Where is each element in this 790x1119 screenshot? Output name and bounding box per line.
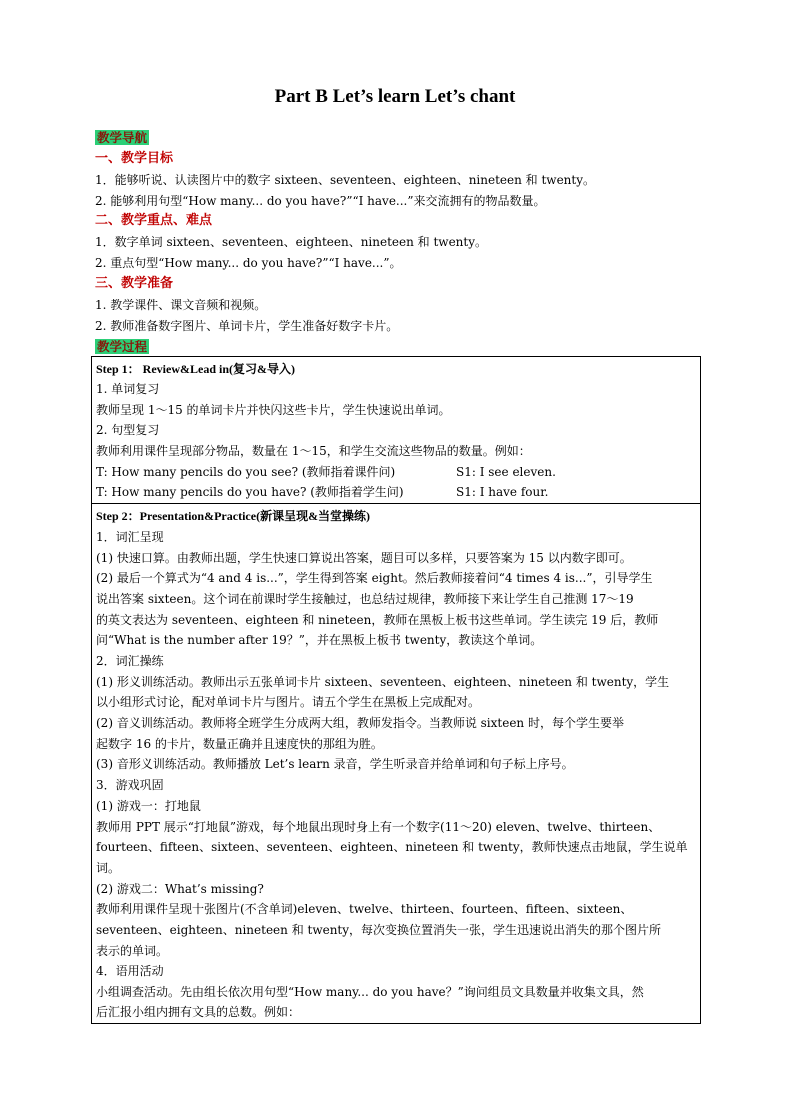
teaching-process-label: 教学过程 — [97, 339, 148, 354]
step2-line: (2) 音义训练活动。教师将全班学生分成两大组，教师发指令。当教师说 sixteen 时，每个学生要举 — [96, 716, 624, 730]
guide-label-row — [95, 130, 149, 146]
key-point-item: 2. 重点句型“How many... do you have?”“I have...”。 — [95, 256, 402, 270]
step2-line: (1) 形义训练活动。教师出示五张单词卡片 sixteen、seventeen、eighteen、nineteen 和 twenty，学生 — [96, 675, 670, 689]
step1-title: Step 1： Review&Lead in(复习&导入) — [96, 362, 295, 376]
key-points-heading: 二、教学重点、难点 — [95, 213, 213, 228]
step2-line: 词。 — [96, 861, 121, 875]
step2-line: (1) 快速口算。由教师出题，学生快速口算说出答案，题目可以多样，只要答案为 15 以内数字即可。 — [96, 551, 632, 565]
step2-line: 教师用 PPT 展示“打地鼠”游戏，每个地鼠出现时身上有一个数字(11～20) eleven、twelve、thirteen、 — [96, 820, 661, 834]
preparation-item: 1. 教学课件、课文音频和视频。 — [95, 298, 267, 312]
step2-line: 的英文表达为 seventeen、eighteen 和 nineteen，教师在黑板上板书这些单词。学生读完 19 后，教师 — [96, 613, 659, 627]
preparation-heading: 三、教学准备 — [95, 276, 174, 291]
process-label-row — [95, 339, 149, 355]
objectives-heading: 一、教学目标 — [95, 151, 174, 166]
page-title: Part B Let’s learn Let’s chant — [274, 86, 516, 107]
dialog-teacher: T: How many pencils do you have? (教师指着学生问) — [96, 485, 404, 499]
step2-line: (2) 游戏二：What’s missing? — [96, 882, 264, 896]
step2-line: 2．词汇操练 — [96, 654, 164, 668]
dialog-row — [96, 484, 696, 500]
step2-line: 说出答案 sixteen。这个词在前课时学生接触过，也总结过规律，教师接下来让学生自己推测 17～19 — [96, 592, 634, 606]
step1-line: 2. 句型复习 — [96, 423, 160, 437]
step1-line: 教师利用课件呈现部分物品，数量在 1～15，和学生交流这些物品的数量。例如： — [96, 444, 531, 458]
step1-line: 教师呈现 1～15 的单词卡片并快闪这些卡片，学生快速说出单词。 — [96, 403, 451, 417]
step2-line: (3) 音形义训练活动。教师播放 Let’s learn 录音，学生听录音并给单词和句子标上序号。 — [96, 757, 574, 771]
step2-line: fourteen、fifteen、sixteen、seventeen、eighteen、nineteen 和 twenty，教师快速点击地鼠，学生说单 — [96, 840, 688, 854]
step2-box — [91, 503, 701, 1024]
step2-line: seventeen、eighteen、nineteen 和 twenty，每次变换位置消失一张，学生迅速说出消失的那个图片所 — [96, 923, 662, 937]
step1-line: 1. 单词复习 — [96, 382, 160, 396]
step2-line: (1) 游戏一：打地鼠 — [96, 799, 201, 813]
preparation-item: 2. 教师准备数字图片、单词卡片，学生准备好数字卡片。 — [95, 319, 399, 333]
step2-line: 3．游戏巩固 — [96, 778, 164, 792]
step2-line: 问“What is the number after 19？”，并在黑板上板书 twenty，教读这个单词。 — [96, 633, 543, 647]
step2-line: 教师利用课件呈现十张图片(不含单词)eleven、twelve、thirteen、fourteen、fifteen、sixteen、 — [96, 902, 633, 916]
step2-title: Step 2：Presentation&Practice(新课呈现&当堂操练) — [96, 509, 371, 523]
key-point-item: 1．数字单词 sixteen、seventeen、eighteen、nineteen 和 twenty。 — [95, 235, 487, 249]
dialog-teacher: T: How many pencils do you see? (教师指着课件问) — [96, 465, 396, 479]
dialog-student: S1: I have four. — [456, 485, 549, 499]
step1-box — [91, 356, 701, 504]
step2-line: 4．语用活动 — [96, 964, 164, 978]
dialog-student: S1: I see eleven. — [456, 465, 556, 479]
objective-item: 2. 能够利用句型“How many... do you have?”“I have...”来交流拥有的物品数量。 — [95, 194, 546, 208]
dialog-row — [96, 464, 696, 480]
step2-line: 小组调查活动。先由组长依次用句型“How many... do you have？”询问组员文具数量并收集文具，然 — [96, 985, 644, 999]
step2-line: 表示的单词。 — [96, 944, 169, 958]
step2-line: 后汇报小组内拥有文具的总数。例如： — [96, 1005, 301, 1019]
step2-line: 以小组形式讨论，配对单词卡片与图片。请五个学生在黑板上完成配对。 — [96, 695, 481, 709]
step2-line: 起数字 16 的卡片，数量正确并且速度快的那组为胜。 — [96, 737, 383, 751]
step2-line: (2) 最后一个算式为“4 and 4 is...”，学生得到答案 eight。然后教师接着问“4 times 4 is...”，引导学生 — [96, 571, 653, 585]
objective-item: 1．能够听说、认读图片中的数字 sixteen、seventeen、eighteen、nineteen 和 twenty。 — [95, 173, 595, 187]
step2-line: 1．词汇呈现 — [96, 530, 164, 544]
teaching-guide-label: 教学导航 — [97, 130, 148, 145]
